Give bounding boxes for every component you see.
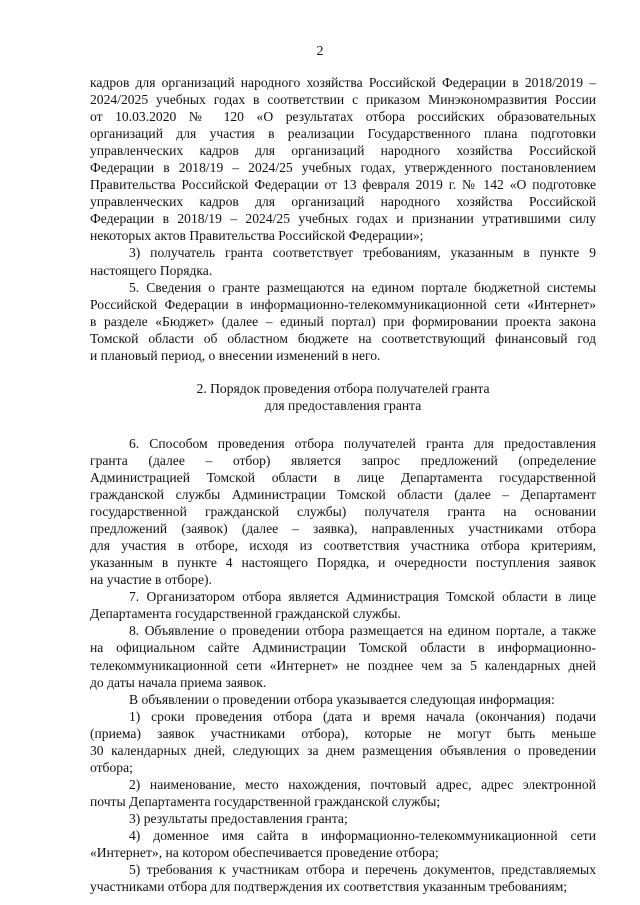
text-line: Правительства Российской Федерации от 13 февраля 2019 г. № 142 «О подготовке	[90, 177, 596, 193]
text-line: настоящего Порядка.	[90, 262, 213, 278]
text-line: на участие в отборе).	[90, 572, 212, 588]
text-line: до даты начала приема заявок.	[90, 674, 267, 690]
text-line: гражданской службы Администрации Томской области (далее – Департамент	[90, 487, 596, 503]
text-line: некоторых актов Правительства Российской Федерации»;	[90, 228, 424, 244]
section-heading	[90, 380, 596, 414]
section-heading-line: 2. Порядок проведения отбора получателей гранта	[196, 380, 490, 396]
text-line: для участия в отборе, исходя из соответствия участника отбора критериям,	[90, 538, 596, 554]
text-line: 30 календарных дней, следующих за днем размещения объявления о проведении	[90, 742, 596, 758]
paragraph-item-7	[90, 588, 596, 622]
text-line: 4) доменное имя сайта в информационно-телекоммуникационной сети	[129, 827, 596, 843]
list-item-1	[90, 708, 596, 776]
text-line: Федерации в 2018/19 – 2024/25 учебных годах, утвержденного постановлением	[90, 160, 596, 176]
text-line: 3) получатель гранта соответствует требованиям, указанным в пункте 9	[129, 245, 596, 261]
text-line: кадров для организаций народного хозяйства Российской Федерации в 2018/2019 –	[90, 75, 596, 90]
text-line: «Интернет», на котором обеспечивается проведение отбора;	[90, 845, 439, 861]
text-line: 2024/2025 учебных годах в соответствии с приказом Минэкономразвития России	[90, 92, 596, 108]
text-line: Российской Федерации в информационно-телекоммуникационной сети «Интернет»	[90, 296, 596, 312]
text-line: 3) результаты предоставления гранта;	[129, 810, 348, 826]
section-heading-line: для предоставления гранта	[264, 397, 422, 413]
list-item-3	[90, 810, 596, 827]
text-line: Администрацией Томской области в лице Департамента государственной	[90, 469, 596, 485]
text-line: 1) сроки проведения отбора (дата и время начала (окончания) подачи	[129, 708, 596, 724]
paragraph-continuation	[90, 74, 596, 244]
text-line: почты Департамента государственной гражданской службы;	[90, 793, 441, 809]
text-line: 2) наименование, место нахождения, почтовый адрес, адрес электронной	[129, 776, 596, 792]
text-line: 6. Способом проведения отбора получателей гранта для предоставления	[129, 435, 596, 451]
text-line: в разделе «Бюджет» (далее – единый портал) при формировании проекта закона	[90, 313, 596, 329]
text-line: Федерации в 2018/19 – 2024/25 учебных годах и признании утратившими силу	[90, 211, 596, 227]
paragraph-item-6	[90, 435, 596, 588]
text-line: 7. Организатором отбора является Администрация Томской области в лице	[129, 589, 596, 605]
text-line: (приема) заявок участниками отбора), которые не могут быть меньше	[90, 725, 596, 741]
text-line: на официальном сайте Администрации Томской области в информационно-	[90, 640, 596, 656]
text-line: Департамента государственной гражданской службы.	[90, 606, 401, 622]
document-body	[90, 74, 596, 895]
text-line: предложений (заявок) (далее – заявка), направленных участниками отбора	[90, 521, 596, 537]
list-item-5	[90, 861, 596, 895]
text-line: 5) требования к участникам отбора и перечень документов, представляемых	[129, 862, 596, 878]
text-line: В объявлении о проведении отбора указывается следующая информация:	[129, 691, 555, 707]
text-line: государственной гражданской службы) получателя гранта на основании	[90, 504, 596, 520]
text-line: и плановый период, о внесении изменений в него.	[90, 347, 381, 363]
text-line: указанным в пункте 4 настоящего Порядка, и очередности поступления заявок	[90, 555, 596, 571]
paragraph-item-3	[90, 244, 596, 278]
paragraph-intro	[90, 691, 596, 708]
text-line: отбора;	[90, 759, 133, 775]
text-line: телекоммуникационной сети «Интернет» не позднее чем за 5 календарных дней	[90, 657, 596, 673]
page-number: 2	[316, 44, 324, 59]
text-line: гранта (далее – отбор) является запрос предложений (определение	[90, 452, 596, 468]
text-line: Томской области об областном бюджете на соответствующий финансовый год	[90, 330, 596, 346]
paragraph-item-5	[90, 279, 596, 364]
list-item-2	[90, 776, 596, 810]
text-line: 5. Сведения о гранте размещаются на едином портале бюджетной системы	[129, 279, 596, 295]
text-line: 8. Объявление о проведении отбора размещается на едином портале, а также	[129, 623, 596, 639]
list-item-4	[90, 827, 596, 861]
paragraph-item-8	[90, 622, 596, 690]
text-line: управленческих кадров для организаций народного хозяйства Российской	[90, 194, 596, 210]
text-line: участниками отбора для подтверждения их соответствия указанным требованиям;	[90, 879, 568, 895]
text-line: управленческих кадров для организаций народного хозяйства Российской	[90, 143, 596, 159]
text-line: организаций для участия в реализации Государственного плана подготовки	[90, 126, 596, 142]
text-line: от 10.03.2020 № 120 «О результатах отбора российских образовательных	[90, 109, 596, 125]
